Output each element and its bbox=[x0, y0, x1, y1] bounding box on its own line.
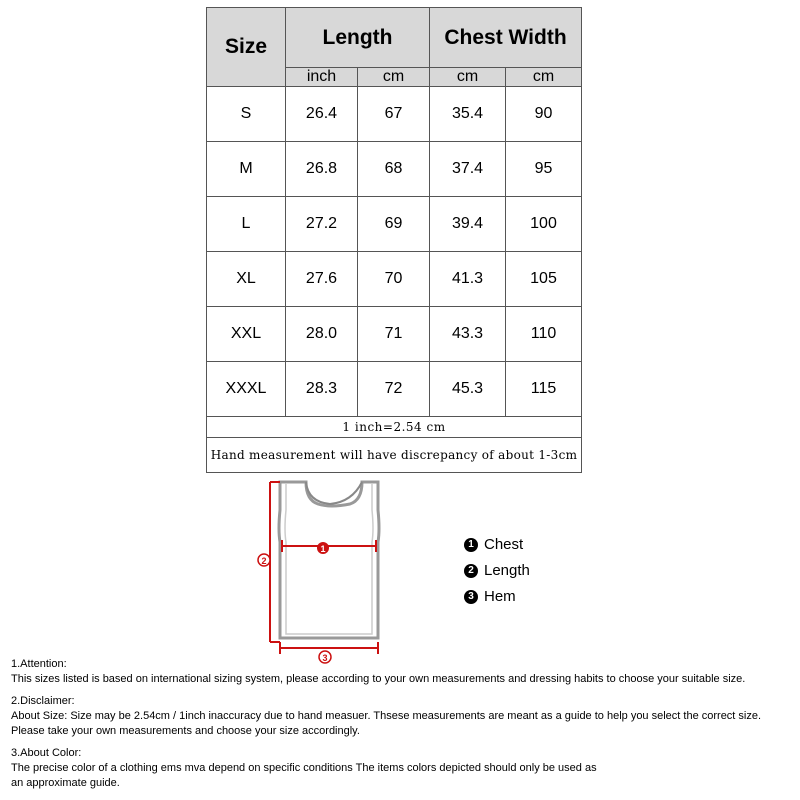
legend-number: 3 bbox=[464, 590, 478, 604]
chest-cm-cell: 105 bbox=[506, 252, 582, 307]
table-row bbox=[207, 362, 582, 417]
marker-1: 1 bbox=[320, 544, 326, 554]
size-cell: S bbox=[207, 87, 286, 142]
length-cm-cell: 72 bbox=[358, 362, 430, 417]
chest-cell: 41.3 bbox=[430, 252, 506, 307]
legend-item-length bbox=[464, 558, 530, 584]
legend-label: Hem bbox=[484, 588, 516, 605]
size-cell: XL bbox=[207, 252, 286, 307]
header-size: Size bbox=[207, 8, 286, 87]
tank-top-diagram bbox=[250, 478, 400, 668]
note-title: 2.Disclaimer: bbox=[11, 695, 75, 707]
length-inch-cell: 28.0 bbox=[286, 307, 358, 362]
length-cm-cell: 70 bbox=[358, 252, 430, 307]
note-text: About Size: Size may be 2.54cm / 1inch inaccuracy due to hand measuer. Thsese measurements are meant as a guide to help you select the correct size. bbox=[11, 710, 762, 722]
legend-number: 1 bbox=[464, 538, 478, 552]
table-row bbox=[207, 252, 582, 307]
length-cm-cell: 69 bbox=[358, 197, 430, 252]
size-cell: M bbox=[207, 142, 286, 197]
chest-cm-cell: 110 bbox=[506, 307, 582, 362]
legend-label: Chest bbox=[484, 536, 524, 553]
measurement-legend bbox=[464, 532, 530, 610]
chest-cm-cell: 115 bbox=[506, 362, 582, 417]
notes-section bbox=[11, 657, 796, 798]
unit-cell: cm bbox=[430, 68, 506, 87]
length-cm-cell: 68 bbox=[358, 142, 430, 197]
size-chart-table bbox=[206, 7, 582, 473]
table-row bbox=[207, 87, 582, 142]
legend-number: 2 bbox=[464, 564, 478, 578]
unit-cell: inch bbox=[286, 68, 358, 87]
length-cm-cell: 71 bbox=[358, 307, 430, 362]
note-title: 3.About Color: bbox=[11, 747, 82, 759]
conversion-note: 1 inch=2.54 cm bbox=[207, 417, 582, 438]
length-cm-cell: 67 bbox=[358, 87, 430, 142]
chest-cm-cell: 90 bbox=[506, 87, 582, 142]
marker-2: 2 bbox=[261, 556, 267, 566]
table-row bbox=[207, 307, 582, 362]
chest-cell: 37.4 bbox=[430, 142, 506, 197]
tank-top-outline bbox=[279, 482, 379, 638]
chest-cm-cell: 100 bbox=[506, 197, 582, 252]
chest-cell: 43.3 bbox=[430, 307, 506, 362]
note-text: This sizes listed is based on international sizing system, please according to your own measurements and dressing habits to choose your suitable size. bbox=[11, 673, 746, 685]
legend-item-hem bbox=[464, 584, 530, 610]
note-title: 1.Attention: bbox=[11, 658, 67, 670]
note-text: The precise color of a clothing ems mva depend on specific conditions The items colors depicted should only be used as bbox=[11, 762, 597, 774]
note-attention bbox=[11, 657, 796, 687]
note-text: an approximate guide. bbox=[11, 777, 120, 789]
marker-3: 3 bbox=[322, 653, 328, 663]
table-row bbox=[207, 197, 582, 252]
legend-item-chest bbox=[464, 532, 530, 558]
chest-cell: 39.4 bbox=[430, 197, 506, 252]
chest-cell: 45.3 bbox=[430, 362, 506, 417]
length-inch-cell: 27.2 bbox=[286, 197, 358, 252]
length-inch-cell: 27.6 bbox=[286, 252, 358, 307]
chest-cm-cell: 95 bbox=[506, 142, 582, 197]
size-cell: XXL bbox=[207, 307, 286, 362]
size-cell: XXXL bbox=[207, 362, 286, 417]
note-text: Please take your own measurements and choose your size accordingly. bbox=[11, 725, 360, 737]
header-chest-width: Chest Width bbox=[430, 8, 582, 68]
note-disclaimer bbox=[11, 694, 796, 739]
table-header-row bbox=[207, 8, 582, 68]
size-cell: L bbox=[207, 197, 286, 252]
table-row bbox=[207, 142, 582, 197]
measurement-disclaimer: Hand measurement will have discrepancy of about 1-3cm bbox=[207, 438, 582, 473]
length-inch-cell: 26.4 bbox=[286, 87, 358, 142]
header-length: Length bbox=[286, 8, 430, 68]
disclaimer-row bbox=[207, 438, 582, 473]
length-inch-cell: 28.3 bbox=[286, 362, 358, 417]
chest-cell: 35.4 bbox=[430, 87, 506, 142]
legend-label: Length bbox=[484, 562, 530, 579]
conversion-row bbox=[207, 417, 582, 438]
unit-cell: cm bbox=[506, 68, 582, 87]
note-about-color bbox=[11, 746, 796, 791]
unit-cell: cm bbox=[358, 68, 430, 87]
length-inch-cell: 26.8 bbox=[286, 142, 358, 197]
